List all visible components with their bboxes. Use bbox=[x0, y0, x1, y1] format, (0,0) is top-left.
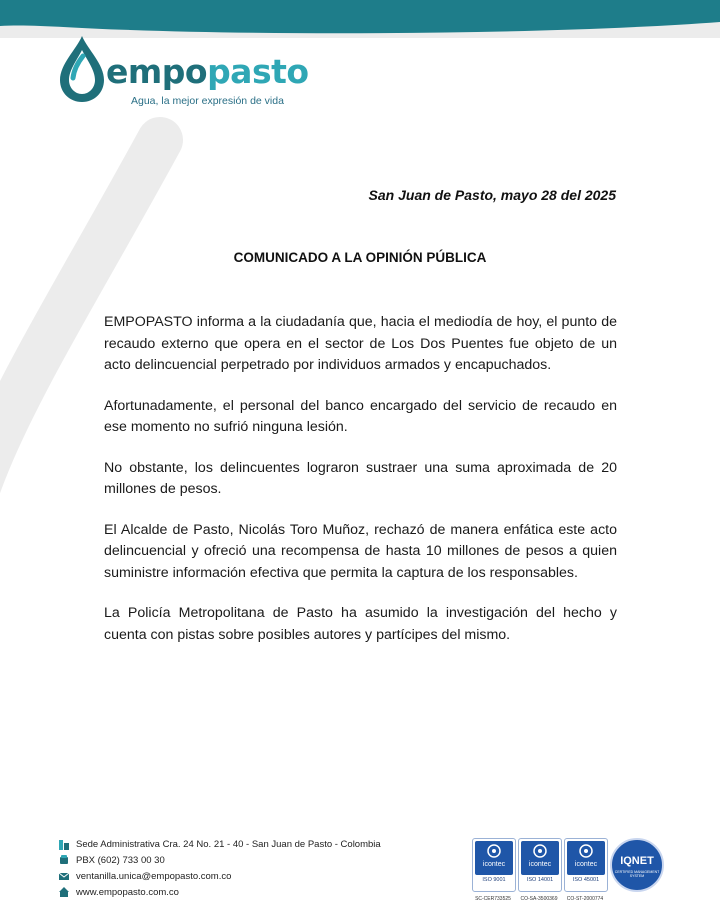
cert-code: CO-ST-2000774 bbox=[566, 896, 604, 902]
cert-name: icontec bbox=[528, 861, 552, 868]
icontec-badge-9001 bbox=[472, 838, 516, 892]
address-row bbox=[58, 836, 418, 852]
icontec-icon bbox=[475, 841, 513, 861]
email-link[interactable]: ventanilla.unica@empopasto.com.co bbox=[76, 870, 232, 882]
logo-text-dark: empo bbox=[106, 52, 208, 91]
iqnet-badge bbox=[610, 838, 664, 892]
paragraph: El Alcalde de Pasto, Nicolás Toro Muñoz, rechazó de manera enfática este acto delincuencial y ofreció una recompensa de hasta 10 millones de pesos a quien suministre información efectiva que permita la captura de los responsables. bbox=[104, 521, 617, 581]
iqnet-sub: CERTIFIED MANAGEMENT SYSTEM bbox=[614, 870, 660, 878]
paragraph: La Policía Metropolitana de Pasto ha asumido la investigación del hecho y cuenta con pistas sobre posibles autores y partícipes del mismo. bbox=[104, 605, 617, 643]
icontec-badge-45001 bbox=[564, 838, 608, 892]
letter-heading: COMUNICADO A LA OPINIÓN PÚBLICA bbox=[233, 250, 487, 265]
icontec-icon bbox=[521, 841, 559, 861]
cert-iso: ISO 9001 bbox=[482, 877, 506, 883]
empopasto-logo bbox=[58, 34, 318, 114]
iqnet-label: IQNET bbox=[620, 855, 654, 867]
address-text: Sede Administrativa Cra. 24 No. 21 - 40 - San Juan de Pasto - Colombia bbox=[76, 838, 381, 850]
icontec-icon bbox=[567, 841, 605, 861]
footer-contact bbox=[58, 836, 418, 900]
cert-iso: ISO 14001 bbox=[526, 877, 554, 883]
phone-text: PBX (602) 733 00 30 bbox=[76, 854, 165, 866]
cert-name: icontec bbox=[574, 861, 598, 868]
home-icon bbox=[58, 886, 70, 898]
website-link[interactable]: www.empopasto.com.co bbox=[76, 886, 179, 898]
website-row bbox=[58, 884, 418, 900]
paragraph: Afortunadamente, el personal del banco encargado del servicio de recaudo en ese momento no sufrió ninguna lesión. bbox=[104, 397, 617, 435]
paragraph: No obstante, los delincuentes lograron sustraer una suma aproximada de 20 millones de pesos. bbox=[104, 459, 617, 497]
letter-date: San Juan de Pasto, mayo 28 del 2025 bbox=[368, 187, 616, 203]
water-drop-icon bbox=[58, 34, 108, 104]
cert-iso: ISO 45001 bbox=[572, 877, 600, 883]
icontec-badge-14001 bbox=[518, 838, 562, 892]
phone-row bbox=[58, 852, 418, 868]
logo-text-light: pasto bbox=[207, 52, 309, 91]
building-icon bbox=[58, 838, 70, 850]
cert-name: icontec bbox=[482, 861, 506, 868]
logo-tagline: Agua, la mejor expresión de vida bbox=[131, 95, 284, 107]
cert-code: CO-SA-3500369 bbox=[520, 896, 558, 902]
mail-icon bbox=[58, 870, 70, 882]
cert-code: SC-CER733525 bbox=[475, 896, 511, 902]
letter-body bbox=[104, 312, 617, 665]
phone-icon bbox=[58, 854, 70, 866]
header-band bbox=[0, 0, 720, 38]
email-row bbox=[58, 868, 418, 884]
paragraph: EMPOPASTO informa a la ciudadanía que, hacia el mediodía de hoy, el punto de recaudo externo que opera en el sector de Los Dos Puentes fue objeto de un acto delincuencial perpetrado por individuos armados y encapuchados. bbox=[104, 314, 617, 373]
logo-wordmark bbox=[106, 52, 309, 91]
